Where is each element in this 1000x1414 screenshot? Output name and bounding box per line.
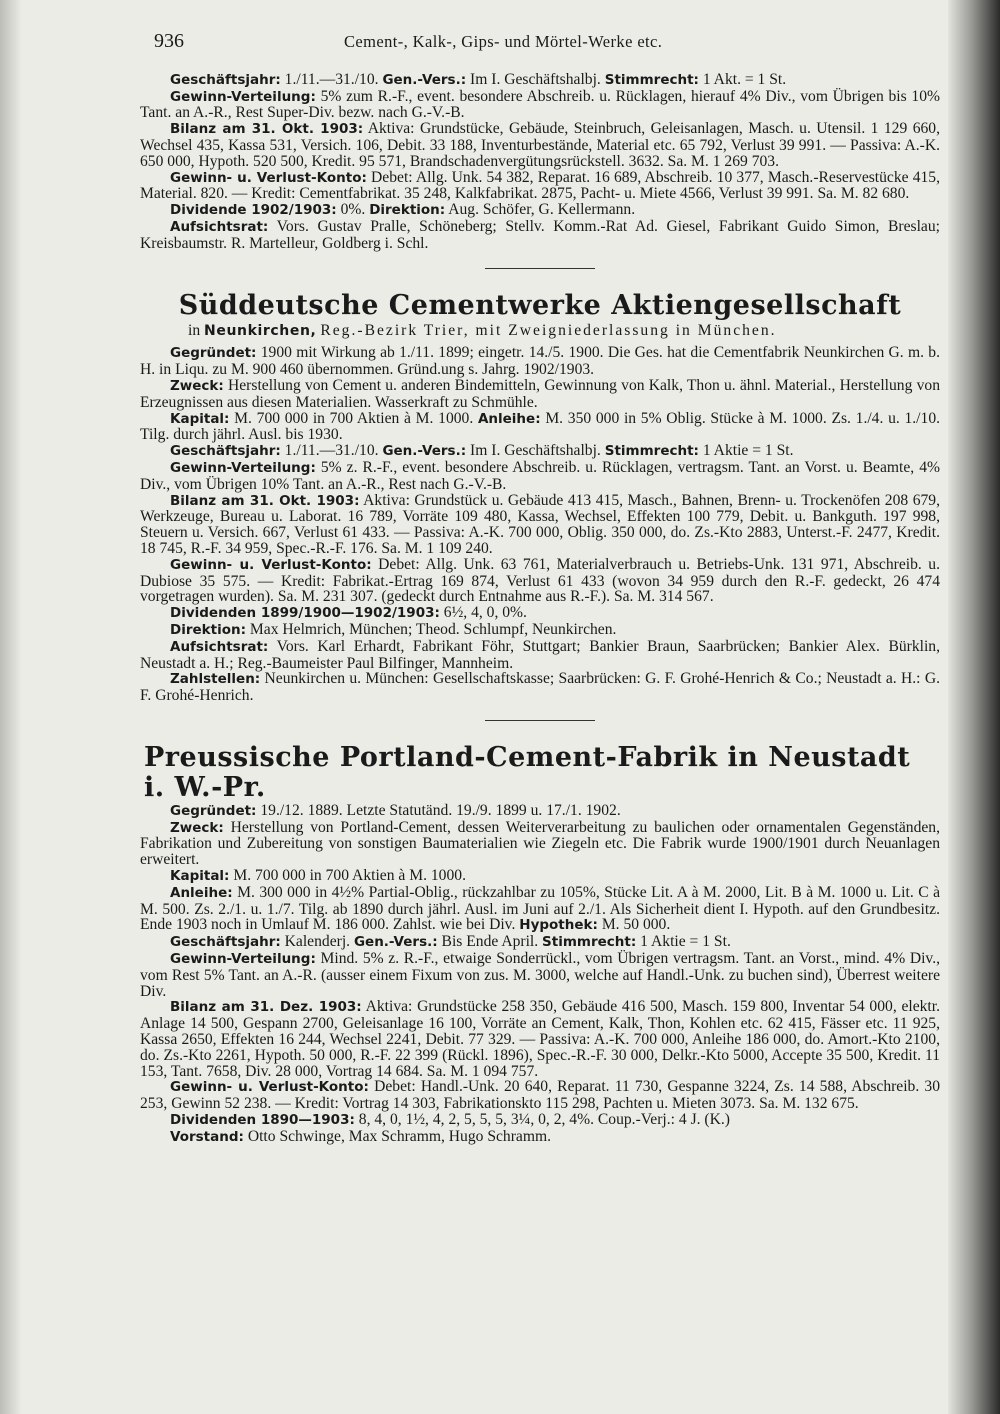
company-title: Süddeutsche Cementwerke Aktiengesellschaft	[178, 289, 902, 321]
section-divider	[485, 720, 595, 721]
entry-gegruendet	[140, 803, 940, 820]
entry-label: Geschäftsjahr:	[170, 934, 281, 951]
entry-label: Kapital:	[170, 868, 230, 885]
page-header	[140, 30, 940, 52]
entry-label: Geschäftsjahr:	[170, 71, 281, 88]
left-edge-shadow	[0, 0, 22, 1414]
entry-label-3: Stimmrecht:	[542, 934, 637, 951]
entry-gewinn-verlust-konto	[140, 557, 940, 605]
entry-text-2: M. 50 000.	[601, 916, 671, 934]
entry-label-2: Gen.-Vers.:	[382, 443, 467, 460]
entry-text: 8, 4, 0, 1½, 4, 2, 5, 5, 5, 3¼, 0, 2, 4%. Coup.-Verj.: 4 J. (K.)	[358, 1111, 730, 1129]
entry-label: Direktion:	[170, 621, 246, 638]
entry-label-2: Direktion:	[369, 202, 446, 219]
page-content	[140, 30, 941, 1146]
entry-gewinn-verteilung	[140, 89, 940, 122]
entry-kapital	[140, 868, 940, 885]
entry-text-2: Aug. Schöfer, G. Kellermann.	[448, 201, 636, 219]
entry-text: Vors. Karl Erhardt, Fabrikant Föhr, Stuttgart; Bankier Braun, Saarbrücken; Bankier Alex. Bürklin, Neustadt a. H.; Reg.-Baumeister Paul Bilfinger, Mannheim.	[140, 637, 940, 672]
entry-label: Gewinn-Verteilung:	[170, 88, 316, 105]
entry-label: Gewinn- u. Verlust-Konto:	[170, 1079, 369, 1096]
entry-aufsichtsrat	[140, 219, 940, 252]
entry-zweck	[140, 820, 940, 868]
binding-shadow	[948, 0, 1000, 1414]
location-prefix: in	[188, 321, 201, 339]
entry-text: 1900 mit Wirkung ab 1./11. 1899; eingetr. 14./5. 1900. Die Ges. hat die Cementfabrik Neunkirchen G. m. b. H. in Liqu. zu M. 900 460 übernommen. Gründ.ung s. Jahrg. 1902/1903.	[140, 344, 940, 379]
running-title: Cement-, Kalk-, Gips- und Mörtel-Werke etc.	[344, 32, 663, 51]
entry-text: Aktiva: Grundstücke 258 350, Gebäude 416 500, Masch. 159 800, Inventar 54 000, elektr. Anlage 14 500, Gespann 2700, Geleisanlage 16 100, Vorräte an Cement, Kalk, Thon, Kohlen etc. 62 415, Fässer etc. 11 925, Kassa 2650, Effekten 16 244, Wechsel 2241, Debit. 77 329. — Passiva: A.-K. 700 000, Anleihe 186 000, do. Amort.-Kto 2100, do. Zs.-Kto 2261, Hypoth. 50 000, R.-F. 22 399 (Rückl. 1896), Spec.-R.-F. 30 000, Delkr.-Kto 5000, Accepte 35 500, Kredit. 11 153, Tant. 7658, Div. 28 000, Vortrag 14 684. Sa. M. 1 094 757.	[140, 998, 940, 1080]
company-location	[188, 323, 940, 340]
entry-label-3: Stimmrecht:	[604, 443, 699, 460]
entry-label: Vorstand:	[170, 1128, 244, 1145]
entry-label-2: Anleihe:	[477, 410, 541, 427]
entry-text-2: Im I. Geschäftshalbj.	[470, 70, 601, 88]
entry-label: Geschäftsjahr:	[170, 443, 281, 460]
company-1-section	[140, 72, 940, 252]
entry-dividende	[140, 202, 940, 219]
entry-text: Max Helmrich, München; Theod. Schlumpf, Neunkirchen.	[249, 620, 617, 638]
company-3-section	[140, 743, 940, 1146]
entry-gewinn-verlust-konto	[140, 170, 940, 203]
entry-label: Kapital:	[170, 410, 230, 427]
entry-gewinn-verteilung	[140, 460, 940, 493]
entry-geschaeftsjahr	[140, 443, 940, 460]
entry-text-2: Im I. Geschäftshalbj.	[470, 442, 601, 460]
entry-text: Kalenderj.	[284, 933, 351, 951]
entry-label: Dividenden 1890—1903:	[170, 1112, 355, 1129]
entry-text-3: 1 Akt. = 1 St.	[702, 70, 787, 88]
entry-text: Herstellung von Portland-Cement, dessen Weiterverarbeitung zu baulichen oder ornamentalen Gegenständen, Fabrikation und Zubereitung von sonstigen Baumaterialien wie Ziegeln etc. Die Fabrik wurde 1900/1901 durch Neuanlagen erweitert.	[140, 818, 940, 869]
entry-label: Dividende 1902/1903:	[170, 202, 337, 219]
entry-text: Mind. 5% z. R.-F., etwaige Sonderrückl., vom Übrigen vertragsm. Tant. an Vorst., mind. 4% Div., vom Rest 5% Tant. an A.-R. (ausser einem Fixum von zus. M. 3000, welche auf Handl.-Unk. zu buchen sind), Überrest weitere Div.	[140, 950, 940, 1000]
entry-direktion	[140, 622, 940, 639]
entry-text: 6½, 4, 0, 0%.	[443, 604, 527, 622]
entry-zweck	[140, 378, 940, 411]
entry-text: 1./11.—31./10.	[284, 70, 379, 88]
entry-label: Zweck:	[170, 819, 224, 836]
entry-label: Gewinn- u. Verlust-Konto:	[170, 556, 372, 573]
entry-text-2: Bis Ende April.	[441, 933, 539, 951]
entry-geschaeftsjahr	[140, 934, 940, 951]
entry-text: Debet: Handl.-Unk. 20 640, Reparat. 11 730, Gespanne 3224, Zs. 14 588, Abschreib. 30 253, Gewinn 52 238. — Kredit: Vortrag 14 303, Fabrikationskto 115 298, Pachten u. Mieten 3073. Sa. M. 132 675.	[140, 1078, 941, 1113]
entry-gewinn-verteilung	[140, 951, 940, 999]
entry-zahlstellen	[140, 671, 940, 704]
entry-aufsichtsrat	[140, 639, 940, 672]
entry-label: Gewinn-Verteilung:	[170, 459, 316, 476]
entry-label-2: Gen.-Vers.:	[382, 71, 467, 88]
location-rest: Reg.-Bezirk Trier, mit Zweigniederlassung in München.	[320, 321, 777, 339]
page-number: 936	[154, 30, 184, 52]
entry-text-3: 1 Aktie = 1 St.	[702, 442, 794, 460]
entry-dividenden	[140, 605, 940, 622]
entry-anleihe	[140, 885, 940, 934]
entry-text: Debet: Allg. Unk. 63 761, Materialverbrauch u. Betriebs-Unk. 131 971, Abschreib. u. Dubiose 35 575. — Kredit: Fabrikat.-Ertrag 169 874, Verlust 61 433 (wovon 34 959 durch den R.-F. gedeckt, 26 474 vorgetragen wurden). Sa. M. 231 307. (gedeckt durch Entnahme aus R.-F.). Sa. M. 314 567.	[140, 555, 940, 606]
entry-kapital	[140, 411, 940, 444]
entry-text: 5% z. R.-F., event. besondere Abschreib. u. Rücklagen, vertragsm. Tant. an Vorst. u. Beamte, 4% Div., vom Übrigen 10% Tant. an A.-R., Rest nach G.-V.-B.	[140, 458, 940, 493]
entry-bilanz	[140, 493, 940, 557]
entry-text: Herstellung von Cement u. anderen Bindemitteln, Gewinnung von Kalk, Thon u. ähnl. Material., Herstellung von Erzeugnissen aus diesen Materialien. Wasserkraft zu Schmühle.	[140, 376, 940, 411]
company-2-section	[140, 291, 940, 704]
entry-text: Debet: Allg. Unk. 54 382, Reparat. 16 689, Abschreib. 10 377, Masch.-Reservestücke 415, Material. 820. — Kredit: Cementfabrikat. 35 248, Kalkfabrikat. 2875, Pacht- u. Miete 4566, Verlust 39 991. Sa. M. 82 680.	[140, 168, 941, 203]
entry-text: Aktiva: Grundstücke, Gebäude, Steinbruch, Geleisanlagen, Masch. u. Utensil. 1 129 660, Wechsel 435, Kassa 531, Versich. 106, Debit. 33 188, Inventurbestände, Material etc. 65 792, Verlust 39 991. — Passiva: A.-K. 650 000, Hypoth. 520 500, Kredit. 95 571, Brandschadenvergütungsrückstell. 3632. Sa. M. 1 269 703.	[140, 120, 940, 170]
entry-text: M. 700 000 in 700 Aktien à M. 1000.	[234, 409, 474, 427]
entry-text: M. 300 000 in 4½% Partial-Oblig., rückzahlbar zu 105%, Stücke Lit. A à M. 2000, Lit. B à M. 1000 u. Lit. C à M. 500. Zs. 2./1. u. 1./7. Tilg. ab 1890 durch jährl. Ausl. im Juni auf 2./1. Als Sicherheit dient I. Hypoth. auf den Grundbesitz. Ende 1903 noch in Umlauf M. 186 000. Zahlst. wie bei Div.	[140, 883, 940, 934]
entry-gegruendet	[140, 345, 940, 378]
entry-label: Gegründet:	[170, 345, 257, 362]
entry-label: Aufsichtsrat:	[170, 218, 269, 235]
entry-text: 19./12. 1889. Letzte Statutänd. 19./9. 1899 u. 17./1. 1902.	[260, 801, 621, 819]
entry-label-3: Stimmrecht:	[604, 71, 699, 88]
entry-text-3: 1 Aktie = 1 St.	[640, 933, 731, 951]
entry-gewinn-verlust-konto	[140, 1079, 940, 1112]
entry-label-2: Gen.-Vers.:	[353, 934, 438, 951]
entry-dividenden	[140, 1112, 940, 1129]
entry-text: M. 700 000 in 700 Aktien à M. 1000.	[233, 867, 466, 885]
entry-text: Otto Schwinge, Max Schramm, Hugo Schramm.	[247, 1127, 552, 1145]
entry-label: Bilanz am 31. Okt. 1903:	[170, 492, 360, 509]
entry-text: Vors. Gustav Pralle, Schöneberg; Stellv. Komm.-Rat Ad. Giesel, Fabrikant Guido Simon, Breslau; Kreisbaumstr. R. Martelleur, Goldberg i. Schl.	[140, 217, 940, 252]
location-city: Neunkirchen,	[204, 322, 317, 339]
entry-bilanz	[140, 121, 940, 169]
section-divider	[485, 268, 595, 269]
entry-geschaeftsjahr	[140, 72, 940, 89]
entry-label: Aufsichtsrat:	[170, 638, 269, 655]
entry-text: 1./11.—31./10.	[284, 442, 379, 460]
entry-label: Bilanz am 31. Okt. 1903:	[170, 121, 364, 138]
entry-text: Neunkirchen u. München: Gesellschaftskasse; Saarbrücken: G. F. Grohé-Henrich & Co.; Neustadt a. H.: G. F. Grohé-Henrich.	[140, 670, 940, 705]
entry-label: Zweck:	[170, 377, 224, 394]
entry-label: Bilanz am 31. Dez. 1903:	[170, 999, 362, 1016]
entry-label-2: Hypothek:	[519, 917, 598, 934]
entry-text: 0%.	[340, 201, 366, 219]
entry-label: Anleihe:	[170, 884, 233, 901]
entry-vorstand	[140, 1129, 940, 1146]
entry-text: Aktiva: Grundstück u. Gebäude 413 415, Masch., Bahnen, Brenn- u. Trockenöfen 208 679, Werkzeuge, Bureau u. Laborat. 16 789, Vorräte 109 480, Kassa, Wechsel, Effekten 100 779, Debit. u. Bankguth. 197 998, Steuern u. Versich. 667, Verlust 61 433. — Passiva: A.-K. 700 000, Oblig. 350 000, do. Zs.-Kto 2883, Unterst.-F. 2477, Kredit. 18 745, R.-F. 34 959, Spec.-R.-F. 176. Sa. M. 1 109 240.	[140, 491, 941, 557]
entry-text-2: M. 350 000 in 5% Oblig. Stücke à M. 1000. Zs. 1./4. u. 1./10. Tilg. durch jährl. Ausl. bis 1930.	[140, 409, 941, 444]
entry-label: Gewinn-Verteilung:	[170, 951, 316, 968]
entry-text: 5% zum R.-F., event. besondere Abschreib. u. Rücklagen, hierauf 4% Div., vom Übrigen bis 10% Tant. an A.-R., Rest Super-Div. bezw. nach G.-V.-B.	[140, 87, 940, 122]
company-title: Preussische Portland-Cement-Fabrik in Neustadt i. W.-Pr.	[144, 741, 911, 803]
entry-label: Zahlstellen:	[170, 671, 261, 688]
entry-label: Dividenden 1899/1900—1902/1903:	[170, 605, 440, 622]
entry-bilanz	[140, 999, 940, 1079]
entry-label: Gegründet:	[170, 802, 257, 819]
entry-label: Gewinn- u. Verlust-Konto:	[170, 169, 367, 186]
